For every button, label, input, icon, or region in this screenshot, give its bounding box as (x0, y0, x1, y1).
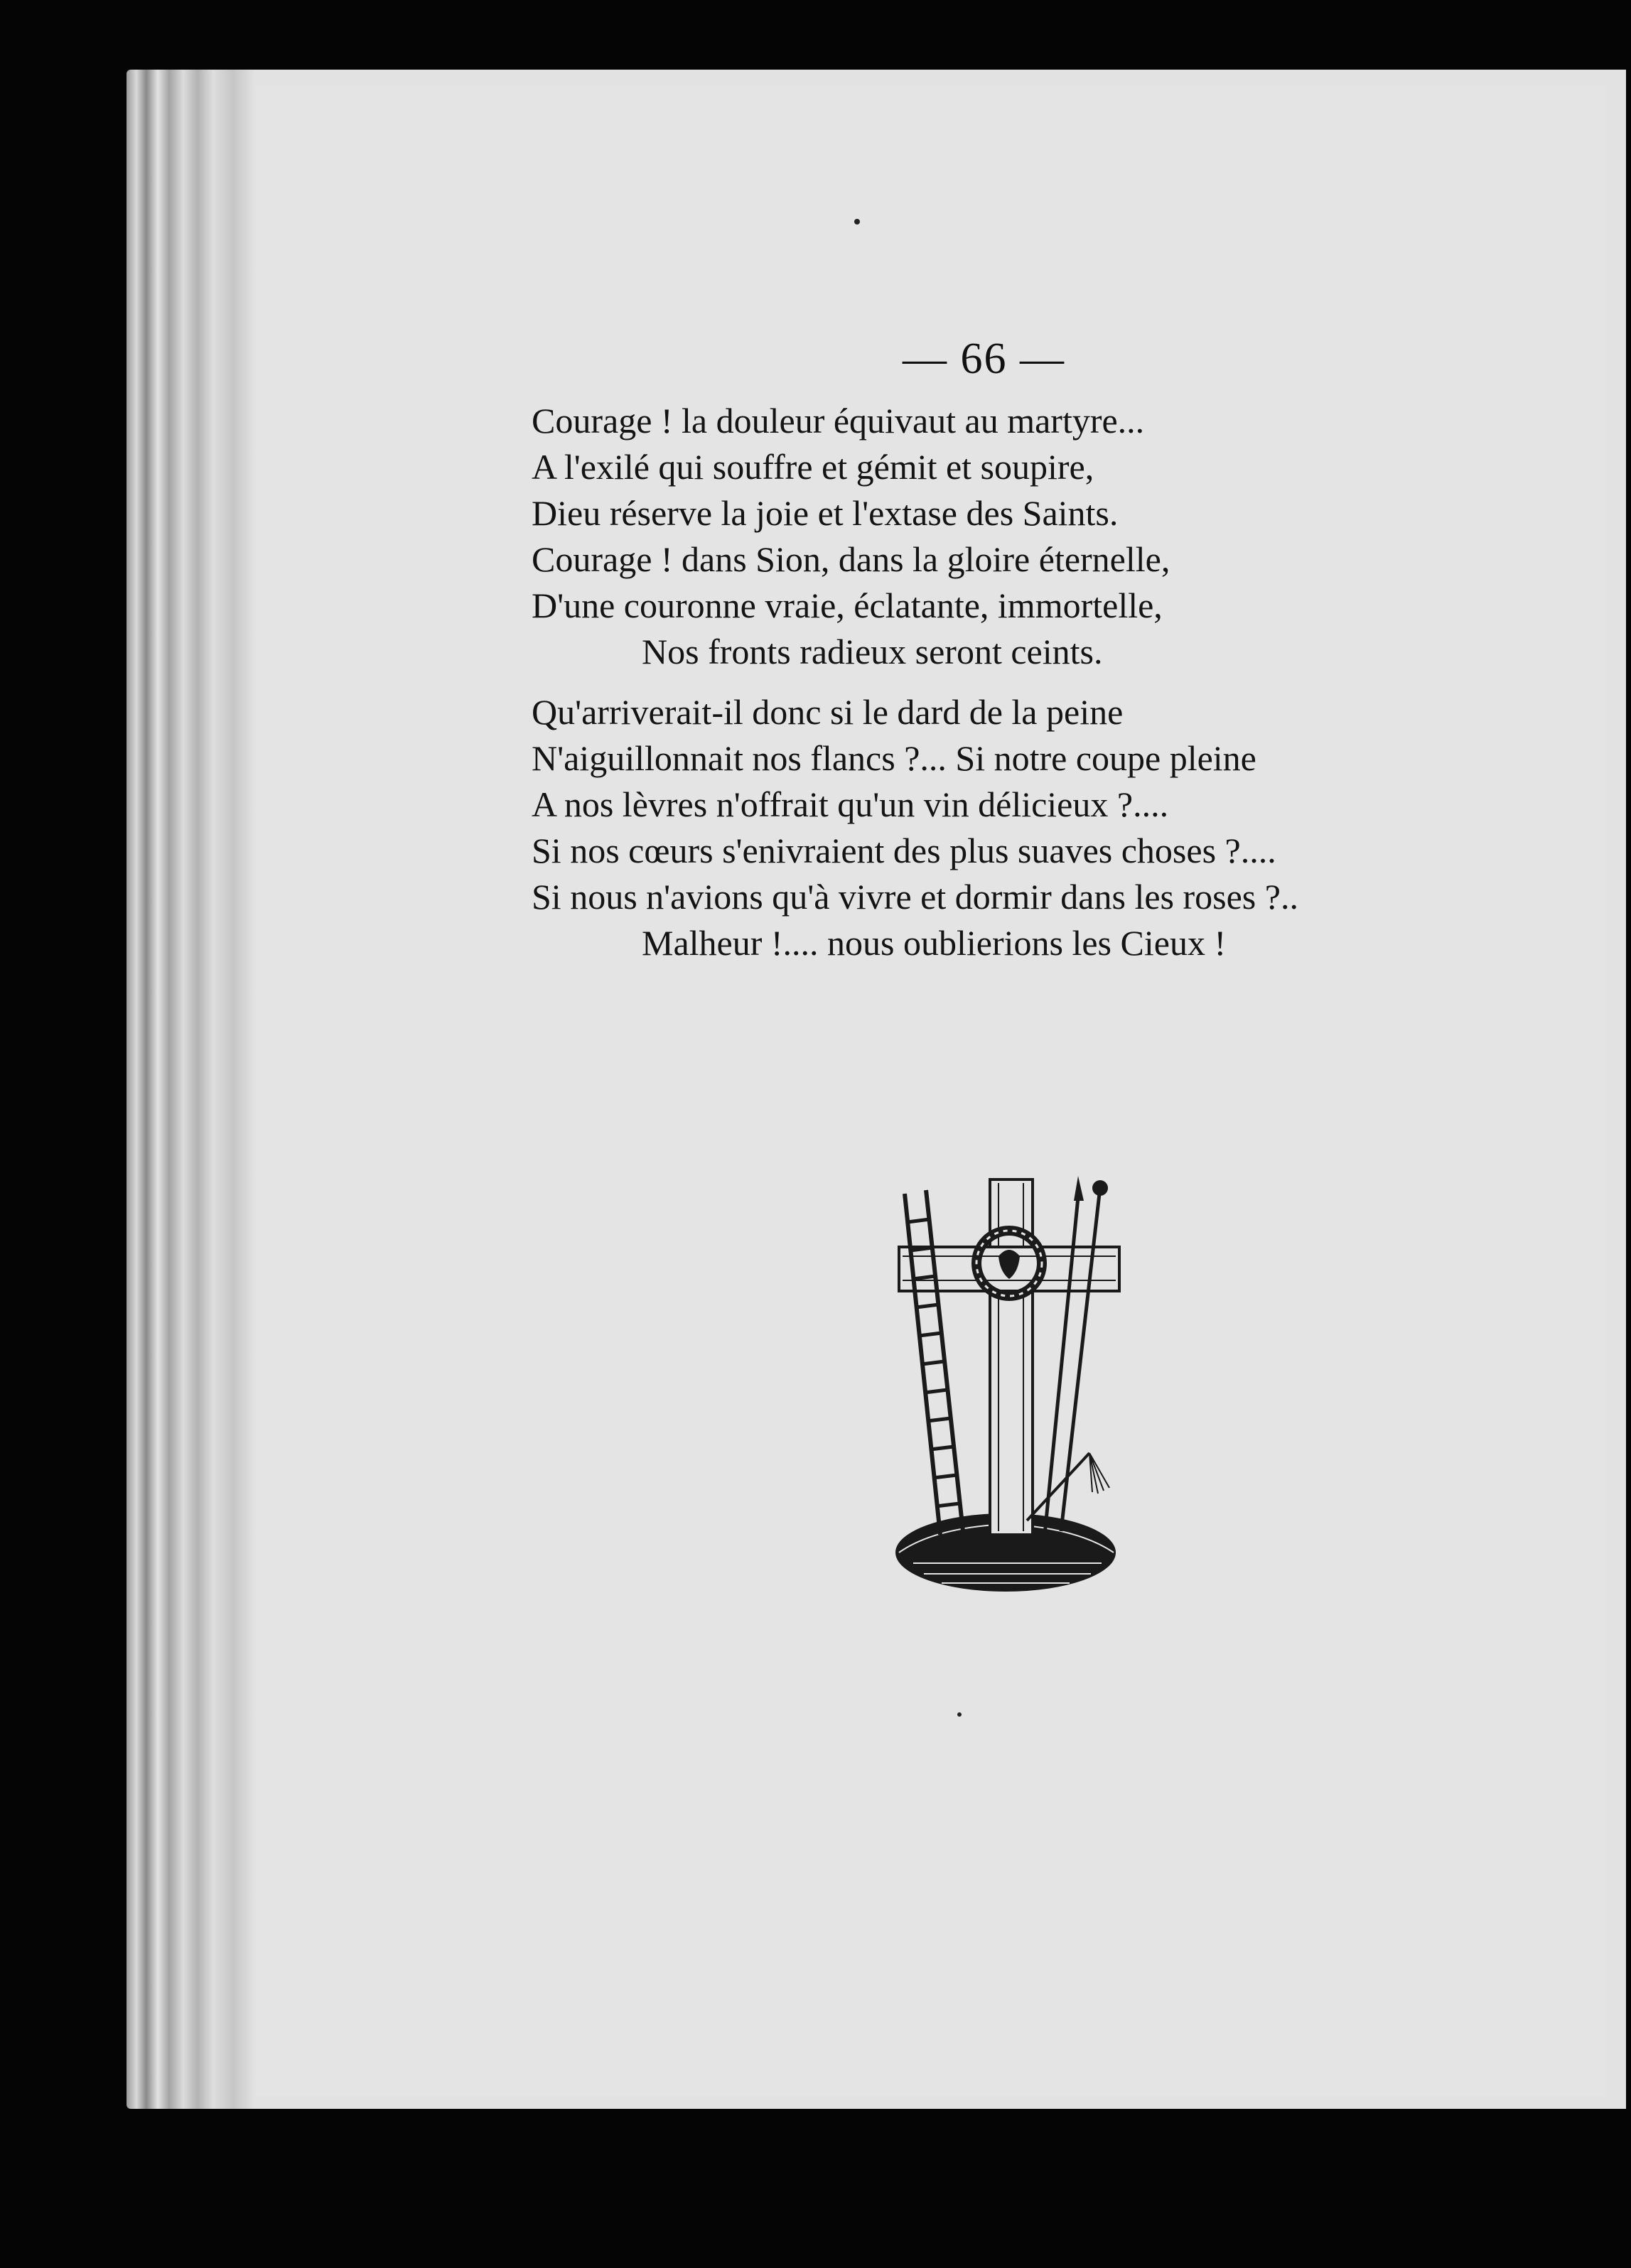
verse-line: Qu'arriverait-il donc si le dard de la peine (532, 692, 1124, 732)
verse-line: A l'exilé qui souffre et gémit et soupire, (532, 447, 1094, 487)
verse-line-refrain: Malheur !.... nous oublierions les Cieux ! (642, 923, 1227, 963)
stanza-1 (532, 398, 1427, 675)
book-page (256, 85, 1606, 2096)
cross-with-crown-of-thorns-ladder-lance-icon (892, 1172, 1126, 1599)
verse-line: D'une couronne vraie, éclatante, immortelle, (532, 585, 1163, 625)
ink-speck (957, 1712, 962, 1717)
page-number: — 66 — (903, 335, 1065, 383)
verse-line: Si nous n'avions qu'à vivre et dormir dans les roses ?.. (532, 877, 1298, 917)
verse-line: Si nos cœurs s'enivraient des plus suaves choses ?.... (532, 831, 1276, 870)
verse-line: Courage ! la douleur équivaut au martyre... (532, 401, 1145, 441)
verse-line: A nos lèvres n'offrait qu'un vin délicieux ?.... (532, 784, 1169, 824)
verse-line: N'aiguillonnait nos flancs ?... Si notre coupe pleine (532, 738, 1256, 778)
ink-speck (854, 219, 860, 225)
verse-line: Dieu réserve la joie et l'extase des Saints. (532, 493, 1119, 533)
verse-line-refrain: Nos fronts radieux seront ceints. (642, 632, 1103, 671)
verse-line: Courage ! dans Sion, dans la gloire éternelle, (532, 539, 1170, 579)
stanza-2 (532, 689, 1427, 966)
